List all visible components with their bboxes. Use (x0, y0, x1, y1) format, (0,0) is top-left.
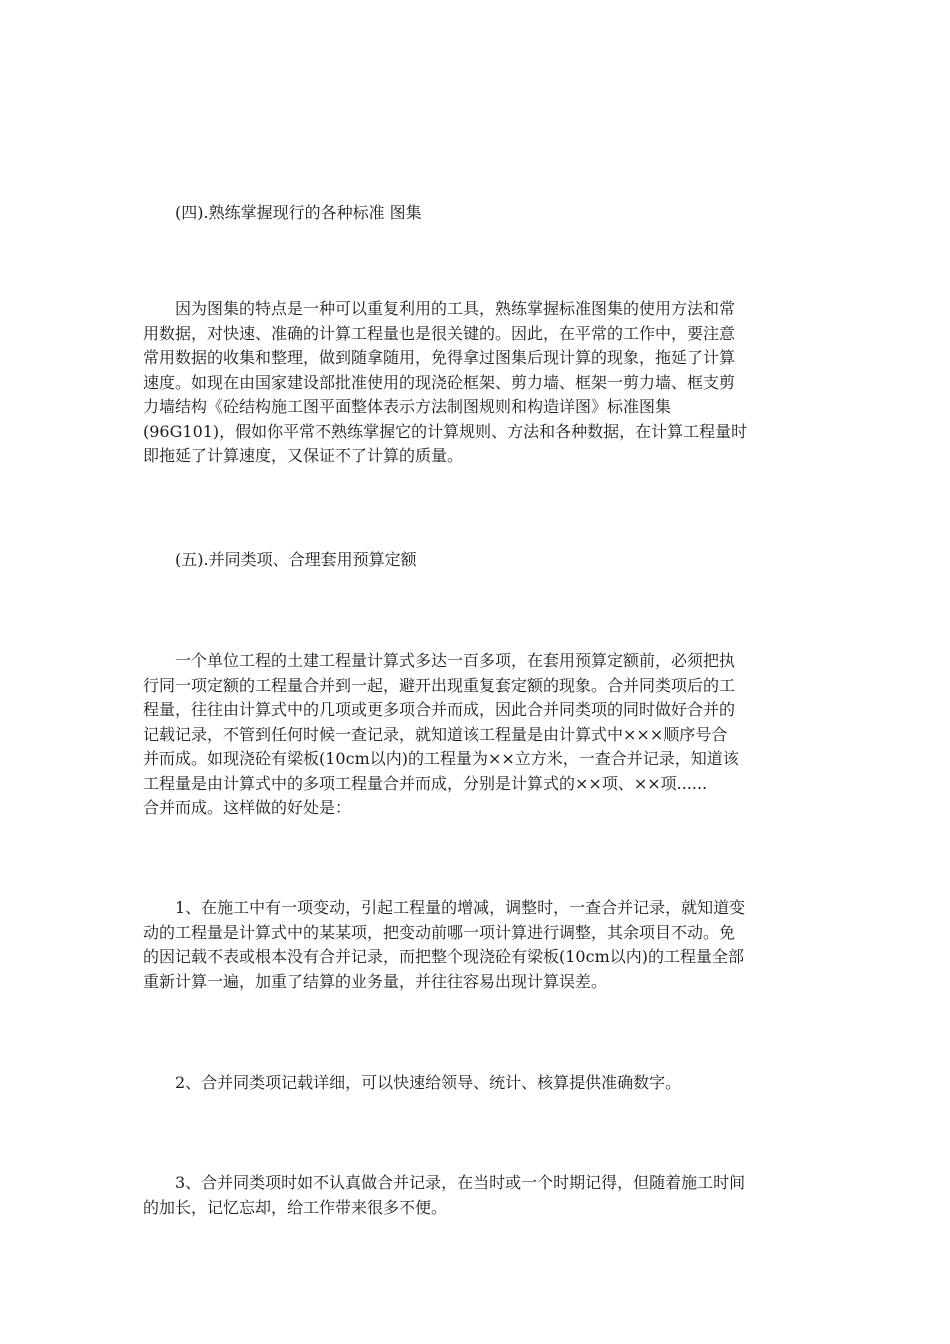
paragraph-line: 的因记载不表或根本没有合并记录，而把整个现浇砼有梁板(10cm以内)的工程量全部 (143, 947, 744, 966)
paragraph-line: 合并而成。这样做的好处是： (143, 798, 352, 817)
paragraph-line: 记载记录，不管到任何时候一查记录，就知道该工程量是由计算式中×××顺序号合 (143, 724, 728, 744)
paragraph-line: 3、合并同类项时如不认真做合并记录，在当时或一个时期记得，但随着施工时间 (175, 1173, 746, 1192)
paragraph-line: 行同一项定额的工程量合并到一起，避开出现重复套定额的现象。合并同类项后的工 (143, 675, 736, 695)
paragraph-line: 并而成。如现浇砼有梁板(10cm以内)的工程量为××立方米，一查合并记录，知道该 (143, 749, 739, 768)
paragraph-item-2 (143, 1071, 808, 1096)
paragraph-line: 1、在施工中有一项变动，引起工程量的增减，调整时，一查合并记录，就知道变 (175, 898, 746, 917)
paragraph-line: 即拖延了计算速度，又保证不了计算的质量。 (143, 446, 464, 465)
paragraph-item-3 (143, 1171, 808, 1220)
paragraph-merge (143, 649, 808, 821)
paragraph-line: (96G101)，假如你平常不熟练掌握它的计算规则、方法和各种数据，在计算工程量时 (143, 421, 748, 441)
paragraph-line: 力墙结构《砼结构施工图平面整体表示方法制图规则和构造详图》标准图集 (143, 397, 672, 416)
paragraph-line: 动的工程量是计算式中的某某项，把变动前哪一项计算进行调整，其余项目不动。免 (143, 922, 736, 942)
paragraph-line: 用数据，对快速、准确的计算工程量也是很关键的。因此，在平常的工作中，要注意 (143, 323, 736, 343)
paragraph-line: 因为图集的特点是一种可以重复利用的工具，熟练掌握标准图集的使用方法和常 (175, 299, 736, 318)
heading-text: (四).熟练掌握现行的各种标准 图集 (175, 203, 422, 222)
section-heading-5 (143, 548, 808, 573)
paragraph-drawings (143, 297, 808, 469)
section-heading-4 (143, 201, 808, 226)
paragraph-line: 常用数据的收集和整理，做到随拿随用，免得拿过图集后现计算的现象，拖延了计算 (143, 348, 736, 367)
paragraph-item-1 (143, 896, 808, 994)
paragraph-line: 2、合并同类项记载详细，可以快速给领导、统计、核算提供准确数字。 (175, 1073, 682, 1092)
paragraph-line: 程量，往往由计算式中的几项或更多项合并而成，因此合并同类项的同时做好合并的 (143, 700, 736, 719)
paragraph-line: 速度。如现在由国家建设部批准使用的现浇砼框架、剪力墙、框架一剪力墙、框支剪 (143, 372, 736, 392)
paragraph-line: 的加长，记忆忘却，给工作带来很多不便。 (143, 1197, 448, 1217)
paragraph-line: 工程量是由计算式中的多项工程量合并而成，分别是计算式的××项、××项...... (143, 773, 708, 793)
paragraph-line: 重新计算一遍，加重了结算的业务量，并往往容易出现计算误差。 (143, 971, 608, 991)
paragraph-line: 一个单位工程的土建工程量计算式多达一百多项，在套用预算定额前，必须把执 (175, 651, 736, 670)
heading-text: (五).并同类项、合理套用预算定额 (175, 550, 417, 569)
